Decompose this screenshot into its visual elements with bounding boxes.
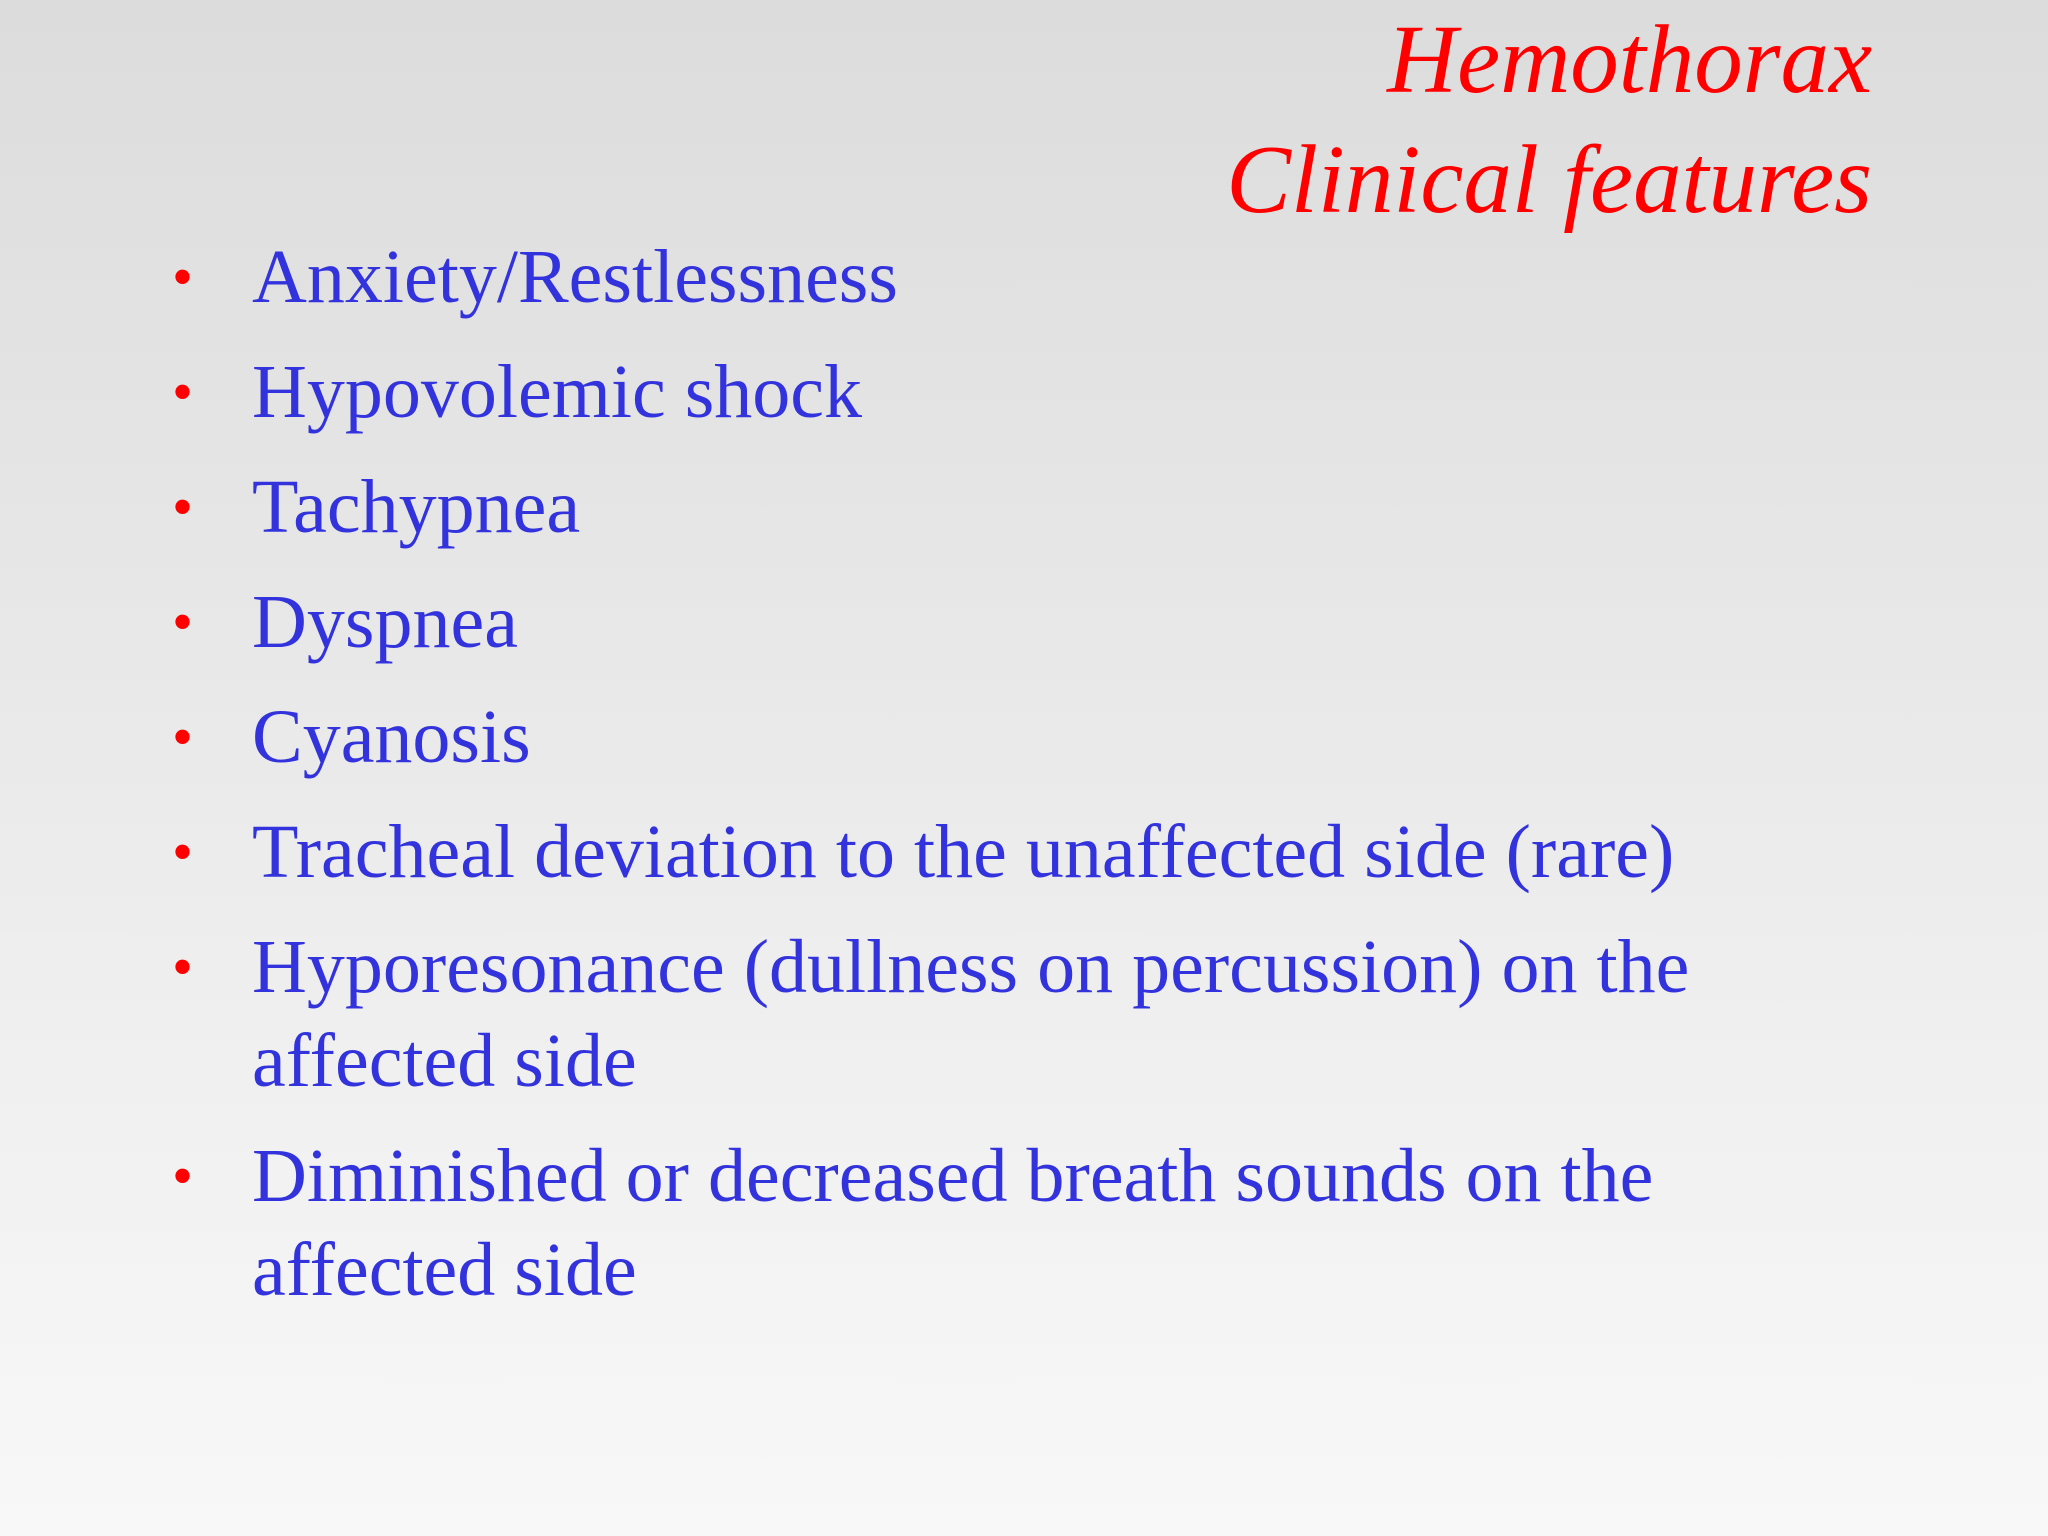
title-line-1: Hemothorax — [1387, 6, 1872, 113]
bullet-item — [172, 920, 1872, 1108]
bullet-marker: • — [172, 474, 194, 540]
bullet-text: Cyanosis — [252, 695, 531, 779]
bullet-item — [172, 690, 1872, 784]
bullet-marker: • — [172, 589, 194, 655]
title-line-2: Clinical features — [1226, 126, 1872, 233]
bullet-list — [172, 230, 1872, 1338]
bullet-item — [172, 805, 1872, 899]
bullet-item — [172, 230, 1872, 324]
bullet-marker: • — [172, 934, 194, 1000]
bullet-marker: • — [172, 1143, 194, 1209]
bullet-text: Diminished or decreased breath sounds on the affected side — [252, 1134, 1654, 1312]
bullet-marker: • — [172, 244, 194, 310]
bullet-item — [172, 345, 1872, 439]
bullet-text: Tachypnea — [252, 465, 581, 549]
slide-title — [1226, 0, 1872, 240]
bullet-text: Hyporesonance (dullness on percussion) on the affected side — [252, 925, 1690, 1103]
bullet-text: Anxiety/Restlessness — [252, 235, 898, 319]
bullet-item — [172, 575, 1872, 669]
bullet-item — [172, 1129, 1872, 1317]
bullet-text: Dyspnea — [252, 580, 518, 664]
bullet-marker: • — [172, 704, 194, 770]
bullet-item — [172, 460, 1872, 554]
bullet-text: Tracheal deviation to the unaffected side (rare) — [252, 810, 1675, 894]
bullet-text: Hypovolemic shock — [252, 350, 863, 434]
bullet-marker: • — [172, 359, 194, 425]
bullet-marker: • — [172, 819, 194, 885]
